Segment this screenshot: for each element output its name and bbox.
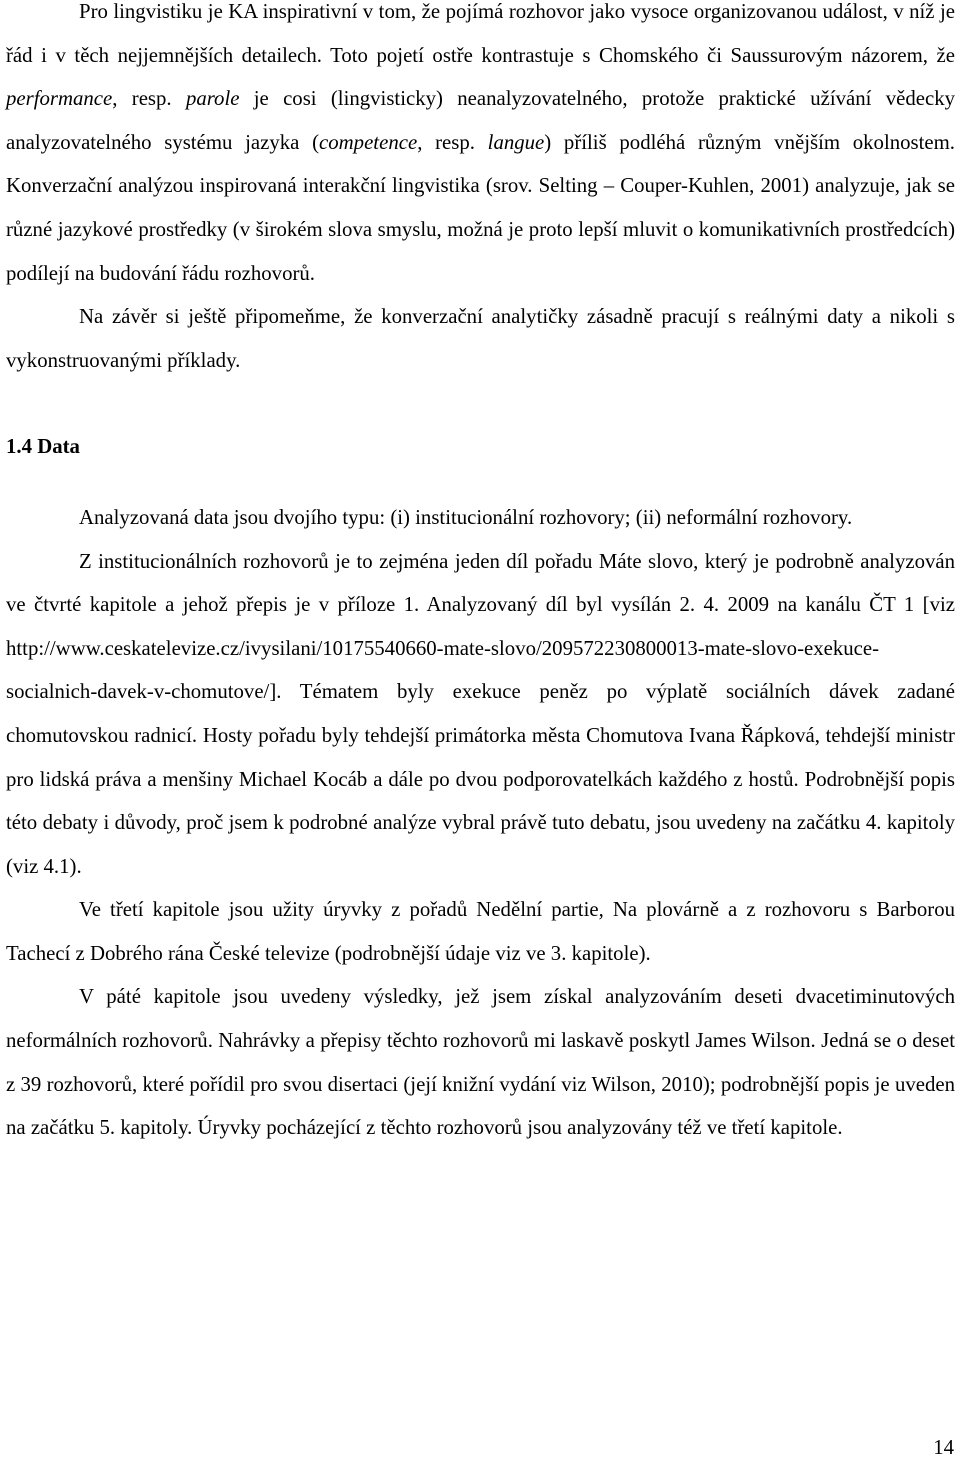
paragraph: [6, 540, 955, 889]
section-heading: 1.4 Data: [6, 435, 80, 459]
italic-term: performance: [6, 87, 113, 111]
paragraph: [6, 888, 955, 975]
text-run: Z institucionálních rozhovorů je to zejména jeden díl pořadu Máte slovo, který je podrobně analyzován ve čtvrté kapitole a jehož přepis je v příloze 1. Analyzovaný díl byl vysílán 2. 4. 2009 na kanálu ČT 1 [viz http://www.ceskatelevize.cz/ivysilani/10175540660-mate-slovo/209572230800013-mate-slovo-exekuce-socialnich-davek-v-chomutove/]. Tématem byly exekuce peněz po výplatě sociálních dávek zadané chomutovskou radnicí. Hosty pořadu byly tehdejší primátorka města Chomutova Ivana Řápková, tehdejší ministr pro lidská práva a menšiny Michael Kocáb a dále po dvou podporovatelkách každého z hostů. Podrobnější popis této debaty i důvody, proč jsem k podrobné analýze vybral právě tuto debatu, jsou uvedeny na začátku 4. kapitoly (viz 4.1).: [6, 549, 955, 878]
document-page: [6, 0, 955, 1150]
text-run: Pro lingvistiku je KA inspirativní v tom, že pojímá rozhovor jako vysoce organizovanou událost, v níž je řád i v těch nejjemnějších detailech. Toto pojetí ostře kontrastuje s Chomského či Saussurovým názorem, že: [6, 0, 955, 67]
text-run: Na závěr si ještě připomeňme, že konverzační analytičky zásadně pracují s reálnými daty a nikoli s vykonstruovanými příklady.: [6, 305, 955, 372]
paragraph: [6, 975, 955, 1149]
page-number: 14: [933, 1436, 954, 1459]
paragraph: [6, 496, 955, 540]
paragraph: [6, 295, 955, 382]
text-run: , resp.: [112, 87, 186, 111]
paragraphs-before-heading: [6, 0, 955, 382]
text-run: V páté kapitole jsou uvedeny výsledky, jež jsem získal analyzováním deseti dvacetiminutových neformálních rozhovorů. Nahrávky a přepisy těchto rozhovorů mi laskavě poskytl James Wilson. Jedná se o deset z 39 rozhovorů, které pořídil pro svou disertaci (její knižní vydání viz Wilson, 2010); podrobnější popis je uveden na začátku 5. kapitoly. Úryvky pocházející z těchto rozhovorů jsou analyzovány též ve třetí kapitole.: [6, 985, 955, 1140]
text-run: Ve třetí kapitole jsou užity úryvky z pořadů Nedělní partie, Na plovárně a z rozhovoru s Barborou Tachecí z Dobrého rána České televize (podrobnější údaje viz ve 3. kapitole).: [6, 898, 955, 965]
italic-term: parole: [185, 87, 240, 111]
text-run: ) příliš podléhá různým vnějším okolnostem. Konverzační analýzou inspirovaná interakční lingvistika (srov. Selting – Couper-Kuhlen, 2001) analyzuje, jak se různé jazykové prostředky (v širokém slova smyslu, možná je proto lepší mluvit o komunikativních prostředcích) podílejí na budování řádu rozhovorů.: [6, 130, 956, 285]
italic-term: competence: [319, 130, 418, 154]
text-run: Analyzovaná data jsou dvojího typu: (i) institucionální rozhovory; (ii) neformální rozhovory.: [79, 505, 853, 529]
paragraphs-after-heading: [6, 496, 955, 1150]
paragraph: [6, 0, 955, 295]
text-run: , resp.: [417, 130, 488, 154]
italic-term: langue: [487, 130, 545, 154]
text-run: je cosi (lingvisticky) neanalyzovatelného, protože praktické užívání vědecky analyzovatelného systému jazyka (: [6, 87, 955, 154]
